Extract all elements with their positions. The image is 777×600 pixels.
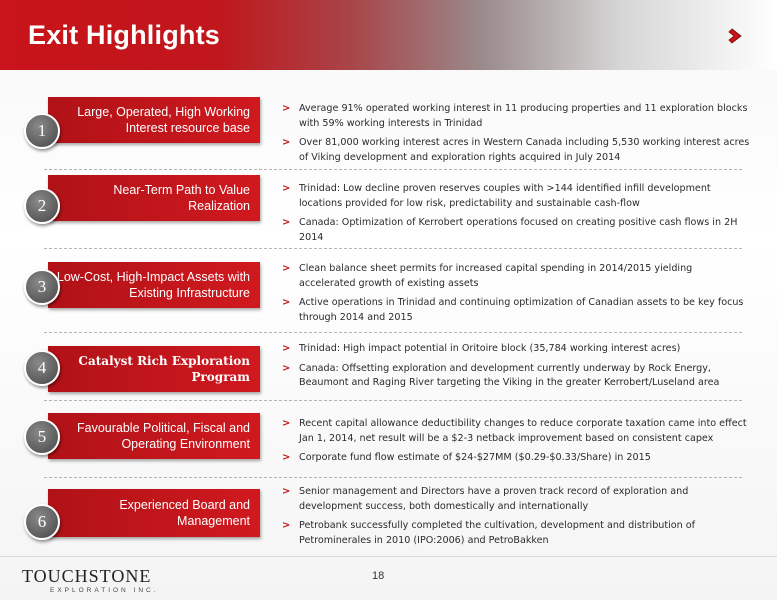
highlight-bullets-2 [280, 182, 750, 250]
highlight-label-line: Realization [188, 199, 250, 213]
bullet-text: Active operations in Trinidad and continuing optimization of Canadian assets to be key focus through 2014 and 2015 [299, 297, 744, 323]
highlight-number-4: 4 [24, 350, 60, 386]
bullet-text: Canada: Optimization of Kerrobert operations focused on creating positive cash flows in 2H 2014 [299, 217, 738, 243]
logo-subtitle: EXPLORATION INC. [50, 587, 159, 594]
highlight-label-1 [48, 97, 260, 143]
highlight-number-5: 5 [24, 419, 60, 455]
bullet-item [280, 182, 750, 211]
row-divider [44, 169, 742, 170]
highlight-label-line: Favourable Political, Fiscal and [77, 421, 250, 435]
row-divider [44, 477, 742, 478]
highlight-label-6 [48, 489, 260, 537]
bullet-item [280, 216, 750, 245]
bullet-text: Senior management and Directors have a proven track record of exploration and development success, both domestically and internationally [299, 486, 689, 512]
highlight-bullets-6 [280, 485, 750, 553]
highlight-label-line: Existing Infrastructure [129, 286, 250, 300]
bullet-text: Average 91% operated working interest in 11 producing properties and 11 exploration blocks with 59% working interests in Trinidad [299, 103, 748, 129]
highlight-bullets-1 [280, 102, 750, 170]
highlight-bullets-4 [280, 342, 750, 396]
highlight-label-4 [48, 346, 260, 392]
highlight-number-6: 6 [24, 504, 60, 540]
bullet-item [280, 342, 750, 357]
bullet-marker-icon: > [282, 452, 291, 463]
highlight-label-2 [48, 175, 260, 221]
bullet-text: Petrobank successfully completed the cultivation, development and distribution of Petrominerales in 2010 (IPO:2006) and PetroBakken [299, 520, 696, 546]
bullet-item [280, 136, 750, 165]
highlight-label-line: Management [177, 514, 250, 528]
page-number: 18 [372, 570, 385, 582]
highlight-label-3 [48, 262, 260, 308]
highlight-label-line: Operating Environment [121, 437, 250, 451]
bullet-marker-icon: > [282, 103, 291, 114]
footer-divider [0, 556, 777, 557]
bullet-item [280, 519, 750, 548]
bullet-marker-icon: > [282, 520, 291, 531]
highlight-label-line: Large, Operated, High Working [77, 105, 250, 119]
bullet-item [280, 362, 750, 391]
highlight-number-1: 1 [24, 113, 60, 149]
bullet-item [280, 451, 750, 466]
bullet-text: Recent capital allowance deductibility changes to reduce corporate taxation came into effect Jan 1, 2014, net result will be a $2-3 netback improvement based on consistent capex [299, 418, 747, 444]
bullet-marker-icon: > [282, 297, 291, 308]
bullet-item [280, 485, 750, 514]
row-divider [44, 400, 742, 401]
bullet-text: Clean balance sheet permits for increased capital spending in 2014/2015 yielding accelerated growth of existing assets [299, 263, 693, 289]
title-banner [0, 0, 777, 70]
row-divider [44, 248, 742, 249]
highlight-label-line: Low-Cost, High-Impact Assets with [56, 270, 250, 284]
highlight-number-2: 2 [24, 188, 60, 224]
bullet-marker-icon: > [282, 486, 291, 497]
company-logo [22, 566, 172, 596]
bullet-marker-icon: > [282, 217, 291, 228]
bullet-item [280, 262, 750, 291]
bullet-marker-icon: > [282, 343, 291, 354]
page-title: Exit Highlights [28, 20, 220, 50]
bullet-text: Trinidad: Low decline proven reserves couples with >144 identified infill development locations provided for low risk, predictability and sustainable cash-flow [299, 183, 711, 209]
bullet-item [280, 296, 750, 325]
bullet-item [280, 417, 750, 446]
row-divider [44, 332, 742, 333]
highlight-label-line: Catalyst Rich Exploration Program [78, 354, 250, 384]
bullet-text: Over 81,000 working interest acres in Western Canada including 5,530 working interest acres of Viking development and exploration rights acquired in July 2014 [299, 137, 750, 163]
highlight-bullets-5 [280, 417, 750, 471]
highlight-label-line: Near-Term Path to Value [113, 183, 250, 197]
bullet-marker-icon: > [282, 362, 291, 374]
chevron-right-icon[interactable] [727, 26, 747, 46]
bullet-text: Corporate fund flow estimate of $24-$27MM ($0.29-$0.33/Share) in 2015 [299, 452, 651, 463]
bullet-item [280, 102, 750, 131]
highlight-label-line: Interest resource base [125, 121, 250, 135]
highlight-label-line: Experienced Board and [119, 498, 250, 512]
bullet-marker-icon: > [282, 183, 291, 194]
highlight-number-3: 3 [24, 269, 60, 305]
bullet-marker-icon: > [282, 137, 291, 148]
bullet-marker-icon: > [282, 418, 291, 429]
bullet-marker-icon: > [282, 263, 291, 274]
highlight-bullets-3 [280, 262, 750, 330]
logo-wordmark: TOUCHSTONE [22, 566, 152, 586]
bullet-text: Trinidad: High impact potential in Oritoire block (35,784 working interest acres) [299, 343, 681, 354]
bullet-text: Canada: Offsetting exploration and development currently underway by Rock Energy, Beaumont and Raging River targeting the Viking in the greater Kerrobert/Luseland area [299, 362, 720, 388]
highlight-label-5 [48, 413, 260, 459]
